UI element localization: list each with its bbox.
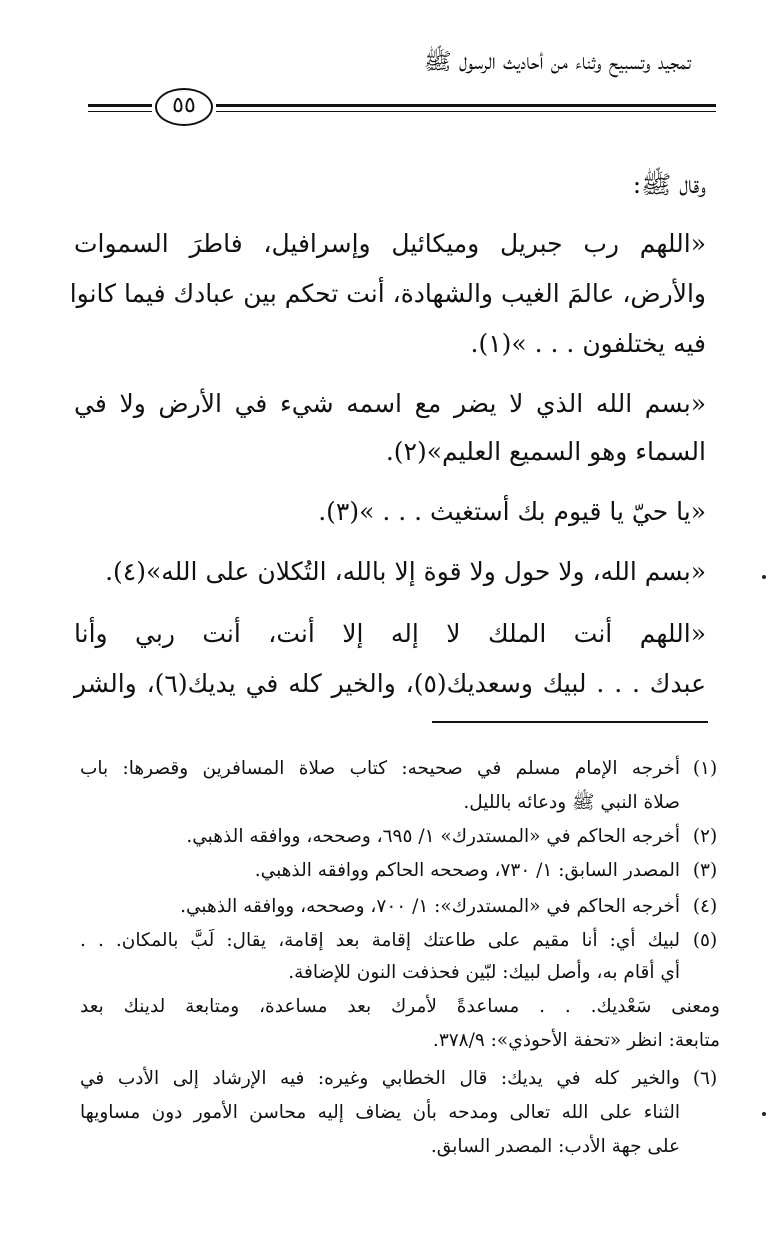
footnote-line: أخرجه الإمام مسلم في صحيحه: كتاب صلاة المسافرين وقصرها: باب bbox=[80, 758, 680, 779]
body-line-1: «اللهم رب جبريل وميكائيل وإسرافيل، فاطرَ السموات bbox=[74, 229, 706, 258]
footnote-line: أخرجه الحاكم في «المستدرك» ١/ ٦٩٥، وصححه، ووافقه الذهبي. bbox=[186, 826, 680, 847]
page-number: ٥٥ bbox=[155, 88, 213, 126]
footnote-number: (٦) bbox=[692, 1068, 718, 1089]
body-line-9: عبدك . . . لبيك وسعديك(٥)، والخير كله في يديك(٦)، والشر bbox=[74, 669, 706, 698]
footnote-line: المصدر السابق: ١/ ٧٣٠، وصححه الحاكم ووافقه الذهبي. bbox=[254, 860, 680, 881]
footnote-line: والخير كله في يديك: قال الخطابي وغيره: فيه الإرشاد إلى الأدب في bbox=[80, 1068, 680, 1089]
body-line-8: «اللهم أنت الملك لا إله إلا أنت، أنت ربي وأنا bbox=[74, 619, 706, 648]
footnote-line: صلاة النبي ﷺ ودعائه بالليل. bbox=[463, 792, 680, 813]
footnote-number: (٤) bbox=[692, 896, 718, 917]
footnote-line: لبيك أي: أنا مقيم على طاعتك إقامة بعد إقامة، يقال: لَبَّ بالمكان. . . bbox=[80, 930, 680, 951]
footnote-line: متابعة: انظر «تحفة الأحوذي»: ٣٧٨/٩. bbox=[432, 1030, 720, 1051]
body-line-3: فيه يختلفون . . . »(١). bbox=[470, 329, 706, 358]
footnote-line: أي أقام به، وأصل لبيك: لبّين فحذفت النون للإضافة. bbox=[288, 962, 680, 983]
footnote-number: (٣) bbox=[692, 860, 718, 881]
footnote-line: ومعنى سَعْديك. . . مساعدةً لأمرك بعد مساعدة، ومتابعة لدينك بعد bbox=[80, 996, 720, 1017]
body-line-7: «بسم الله، ولا حول ولا قوة إلا بالله، التُكلان على الله»(٤). bbox=[105, 557, 706, 586]
footnote-line: أخرجه الحاكم في «المستدرك»: ١/ ٧٠٠، وصححه، ووافقه الذهبي. bbox=[180, 896, 680, 917]
footnote-divider bbox=[432, 721, 708, 723]
footnote-line: الثناء على الله تعالى ومدحه بأن يضاف إليه محاسن الأمور دون مساويها bbox=[80, 1102, 680, 1123]
footnote-number: (٥) bbox=[692, 930, 718, 951]
body-line-5: السماء وهو السميع العليم»(٢). bbox=[385, 437, 706, 466]
scan-mark bbox=[762, 1112, 766, 1116]
scan-mark bbox=[762, 575, 766, 579]
footnote-number: (٢) bbox=[692, 826, 718, 847]
intro-line: وقال ﷺ: bbox=[632, 170, 706, 199]
running-header-title: تمجيد وتسبيح وثناء من أحاديث الرسول ﷺ bbox=[423, 49, 691, 75]
body-line-6: «يا حيّ يا قيوم بك أستغيث . . . »(٣). bbox=[318, 497, 706, 526]
footnote-number: (١) bbox=[692, 758, 718, 779]
body-line-2: والأرض، عالمَ الغيب والشهادة، أنت تحكم بين عبادك فيما كانوا bbox=[69, 279, 706, 308]
footnote-line: على جهة الأدب: المصدر السابق. bbox=[430, 1136, 680, 1157]
body-line-4: «بسم الله الذي لا يضر مع اسمه شيء في الأرض ولا في bbox=[74, 389, 706, 418]
